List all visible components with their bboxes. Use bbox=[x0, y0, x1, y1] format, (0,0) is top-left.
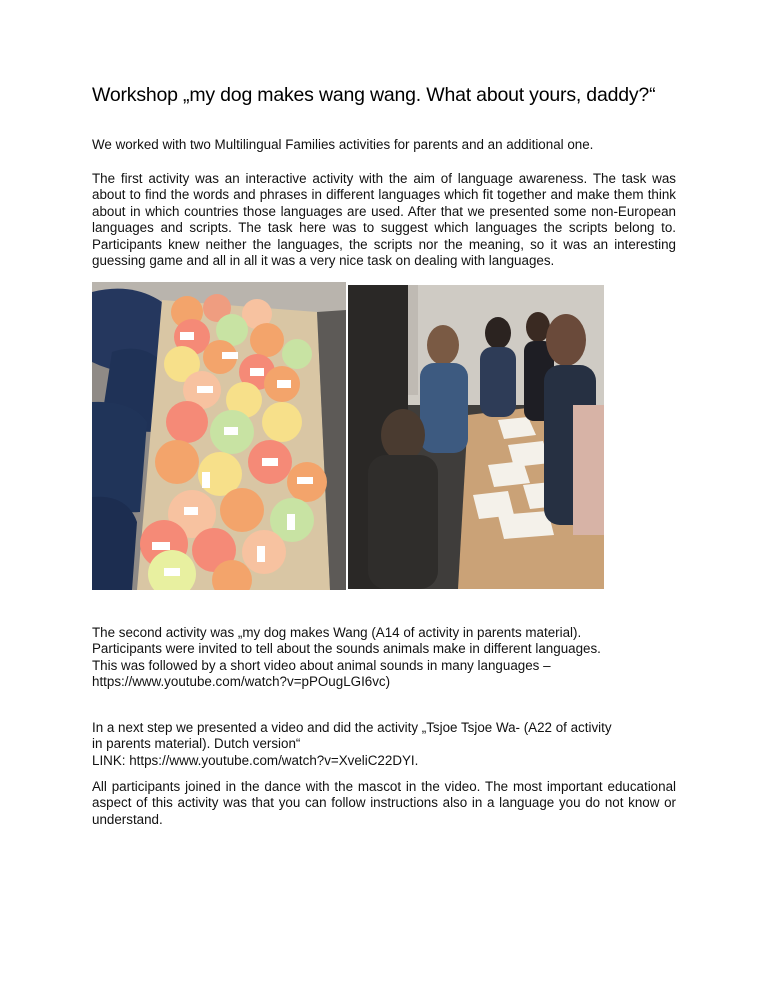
activity2-line-1: The second activity was „my dog makes Wang (A14 of activity in parents material). bbox=[92, 625, 582, 640]
activity2-paragraph bbox=[92, 625, 676, 691]
activity3-line-2: in parents material). Dutch version“ bbox=[92, 736, 301, 752]
intro-paragraph: We worked with two Multilingual Families activities for parents and an additional one. bbox=[92, 137, 594, 152]
workshop-photos bbox=[92, 282, 604, 590]
closing-paragraph: All participants joined in the dance with the mascot in the video. The most important educational aspect of this activity was that you can follow instructions also in a language you do not know or understand. bbox=[92, 779, 676, 827]
activity2-line-3: This was followed by a short video about animal sounds in many languages – bbox=[92, 657, 551, 673]
document-title: Workshop „my dog makes wang wang. What about yours, daddy?“ bbox=[92, 84, 656, 106]
activity3-line-1: In a next step we presented a video and did the activity „Tsjoe Tsjoe Wa- (A22 of activity bbox=[92, 720, 612, 735]
paper-circles-photo bbox=[92, 282, 346, 590]
activity3-link[interactable]: LINK: https://www.youtube.com/watch?v=XveliC22DYI. bbox=[92, 752, 419, 768]
activity2-line-2: Participants were invited to tell about the sounds animals make in different languages. bbox=[92, 641, 601, 657]
activity2-link[interactable]: https://www.youtube.com/watch?v=pPOugLGI6vc) bbox=[92, 674, 391, 690]
participants-photo bbox=[348, 285, 604, 589]
activity3-paragraph bbox=[92, 720, 676, 769]
activity1-paragraph: The first activity was an interactive activity with the aim of language awareness. The task was about to find the words and phrases in different languages which fit together and make them think about in which countries those languages are used. After that we presented some non-European languages and scripts. The task here was to suggest which languages the scripts belong to. Participants knew neither the languages, the scripts nor the meaning, so it was an interesting guessing game and all in all it was a very nice task on dealing with languages. bbox=[92, 171, 676, 269]
